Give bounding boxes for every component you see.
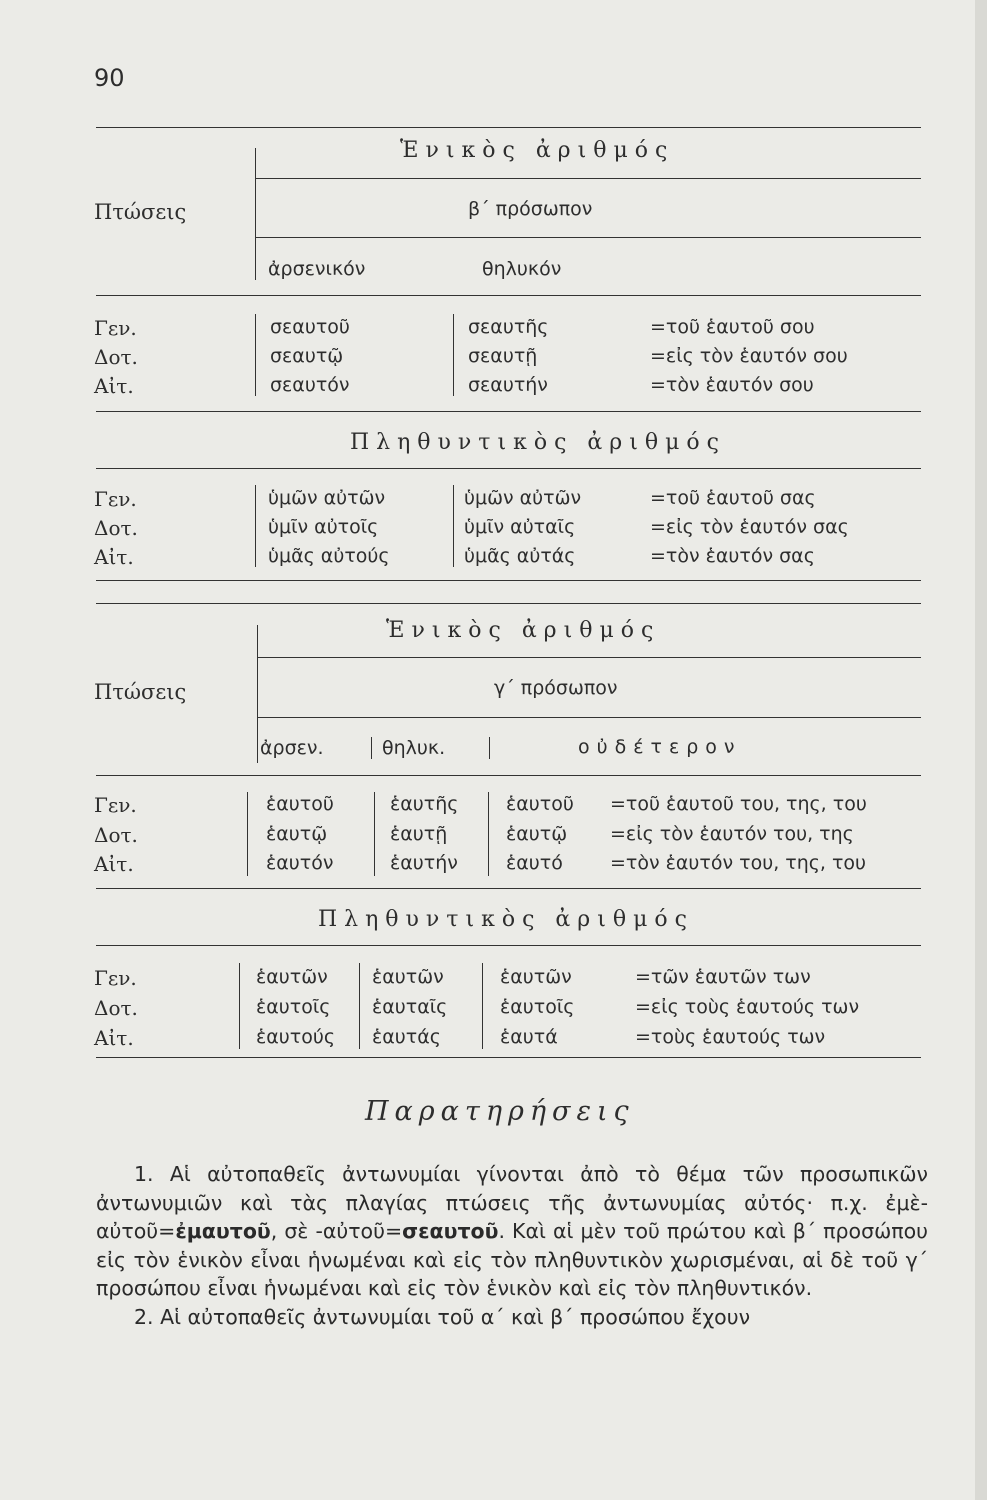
neuter-form: ἑαυτά [500, 1026, 558, 1048]
column-divider [255, 314, 256, 396]
masculine-form: σεαυτῷ [270, 345, 344, 367]
equivalent: =εἰς τὸν ἑαυτόν του, της [610, 823, 854, 845]
case-label: Αἰτ. [94, 1026, 134, 1050]
header-plural: Πληθυντικὸς ἀριθμός [318, 907, 694, 932]
header-person: β΄ πρόσωπον [468, 198, 593, 220]
rule [255, 178, 921, 179]
masculine-form: ὑμῶν αὐτῶν [268, 487, 386, 509]
feminine-form: ὑμᾶς αὐτάς [464, 545, 576, 567]
masculine-form: σεαυτόν [270, 374, 350, 396]
column-divider [371, 737, 372, 759]
rule [255, 237, 921, 238]
column-divider [453, 314, 454, 396]
case-label: Αἰτ. [94, 852, 134, 876]
page-edge-shadow [975, 0, 987, 1500]
masculine-form: ὑμῖν αὐτοῖς [268, 516, 379, 538]
equivalent: =τοὺς ἑαυτούς των [635, 1026, 826, 1048]
feminine-form: ἑαυταῖς [372, 996, 448, 1018]
rule [96, 295, 921, 296]
equivalent: =τοῦ ἑαυτοῦ σας [650, 487, 816, 509]
rule [96, 1057, 921, 1058]
rule [257, 657, 921, 658]
column-divider [482, 963, 483, 1049]
masculine-form: σεαυτοῦ [270, 316, 350, 338]
equivalent: =τοῦ ἑαυτοῦ του, της, του [610, 793, 867, 815]
neuter-form: ἑαυτοῖς [500, 996, 575, 1018]
feminine-form: ὑμῖν αὐταῖς [464, 516, 576, 538]
case-label: Δοτ. [94, 345, 138, 369]
column-divider [488, 792, 489, 876]
column-divider [257, 625, 258, 763]
header-masculine: ἀρσενικόν [268, 258, 366, 280]
rule [96, 945, 921, 946]
column-divider [453, 485, 454, 567]
header-neuter: οὐδέτερον [578, 736, 742, 758]
feminine-form: ἑαυτῶν [372, 966, 444, 988]
header-feminine: θηλυκ. [382, 737, 446, 759]
case-label: Δοτ. [94, 996, 138, 1020]
equivalent: =τὸν ἑαυτόν του, της, του [610, 852, 867, 874]
equivalent: =τὸν ἑαυτόν σου [650, 374, 814, 396]
section-title: Παρατηρήσεις [365, 1096, 635, 1127]
paragraph-1-text: . Καὶ αἱ μὲν τοῦ πρώτου καὶ β΄ προσώπου εἰς τὸν ἑνικὸν εἶναι ἡνωμέναι καὶ εἰς τὸν πληθυντικὸν χωρισμέναι, αἱ δὲ τοῦ γ΄ προσώπου εἶναι ἡνωμέναι καὶ εἰς τὸν ἑνικὸν καὶ εἰς τὸν πληθυντικόν. [96, 1219, 928, 1300]
feminine-form: σεαυτῆς [468, 316, 549, 338]
case-label: Γεν. [94, 966, 137, 990]
equivalent: =εἰς τὸν ἑαυτόν σου [650, 345, 848, 367]
header-singular: Ἑνικὸς ἀριθμός [400, 138, 675, 163]
neuter-form: ἑαυτοῦ [506, 793, 574, 815]
column-divider [359, 963, 360, 1049]
column-divider [374, 792, 375, 876]
masculine-form: ἑαυτοῖς [256, 996, 331, 1018]
header-cases: Πτώσεις [94, 680, 187, 704]
column-divider [489, 737, 490, 759]
rule [96, 411, 921, 412]
rule [96, 603, 921, 604]
masculine-form: ὑμᾶς αὐτούς [268, 545, 390, 567]
case-label: Γεν. [94, 487, 137, 511]
header-plural: Πληθυντικὸς ἀριθμός [350, 430, 726, 455]
header-feminine: θηλυκόν [482, 258, 562, 280]
case-label: Γεν. [94, 316, 137, 340]
neuter-form: ἑαυτό [506, 852, 563, 874]
bold-term-seautou: σεαυτοῦ [402, 1219, 499, 1243]
equivalent: =εἰς τὸν ἑαυτόν σας [650, 516, 849, 538]
column-divider [239, 963, 240, 1049]
feminine-form: ἑαυτήν [390, 852, 458, 874]
masculine-form: ἑαυτῶν [256, 966, 328, 988]
rule [96, 580, 921, 581]
header-singular: Ἑνικὸς ἀριθμός [386, 618, 661, 643]
equivalent: =εἰς τοὺς ἑαυτούς των [635, 996, 860, 1018]
masculine-form: ἑαυτοῦ [266, 793, 334, 815]
case-label: Αἰτ. [94, 545, 134, 569]
neuter-form: ἑαυτῷ [506, 823, 568, 845]
equivalent: =τοῦ ἑαυτοῦ σου [650, 316, 815, 338]
case-label: Γεν. [94, 793, 137, 817]
feminine-form: ἑαυτῆς [390, 793, 459, 815]
bold-term-emautou: ἐμαυτοῦ [175, 1219, 271, 1243]
column-divider [255, 485, 256, 567]
feminine-form: σεαυτήν [468, 374, 548, 396]
case-label: Δοτ. [94, 823, 138, 847]
rule [96, 888, 921, 889]
page-number: 90 [94, 64, 125, 92]
paragraph-1 [96, 1160, 928, 1303]
rule [96, 127, 921, 128]
neuter-form: ἑαυτῶν [500, 966, 572, 988]
column-divider [255, 148, 256, 280]
masculine-form: ἑαυτούς [256, 1026, 335, 1048]
masculine-form: ἑαυτῷ [266, 823, 328, 845]
rule [96, 775, 921, 776]
header-cases: Πτώσεις [94, 200, 187, 224]
feminine-form: ὑμῶν αὐτῶν [464, 487, 582, 509]
feminine-form: σεαυτῇ [468, 345, 538, 367]
header-person: γ΄ πρόσωπον [494, 677, 618, 699]
paragraph-1-text: 1. Αἱ αὐτοπαθεῖς ἀντωνυμίαι γίνονται ἀπὸ τὸ θέμα τῶν προσωπικῶν ἀντωνυμιῶν καὶ τὰς πλαγίας πτώσεις τῆς ἀντωνυμίας αὐτός· π.χ. ἐμὲ-αὐτοῦ= [96, 1162, 928, 1243]
feminine-form: ἑαυτάς [372, 1026, 441, 1048]
paragraph-2: 2. Αἱ αὐτοπαθεῖς ἀντωνυμίαι τοῦ α΄ καὶ β΄ προσώπου ἔχουν [134, 1304, 751, 1329]
feminine-form: ἑαυτῇ [390, 823, 448, 845]
rule [96, 468, 921, 469]
case-label: Δοτ. [94, 516, 138, 540]
equivalent: =τὸν ἑαυτόν σας [650, 545, 815, 567]
paragraph-1-text: , σὲ -αὐτοῦ= [270, 1219, 403, 1243]
column-divider [247, 792, 248, 876]
header-masculine: ἀρσεν. [260, 737, 324, 759]
observations-text [96, 1160, 928, 1331]
equivalent: =τῶν ἑαυτῶν των [635, 966, 811, 988]
case-label: Αἰτ. [94, 374, 134, 398]
masculine-form: ἑαυτόν [266, 852, 334, 874]
rule [257, 717, 921, 718]
